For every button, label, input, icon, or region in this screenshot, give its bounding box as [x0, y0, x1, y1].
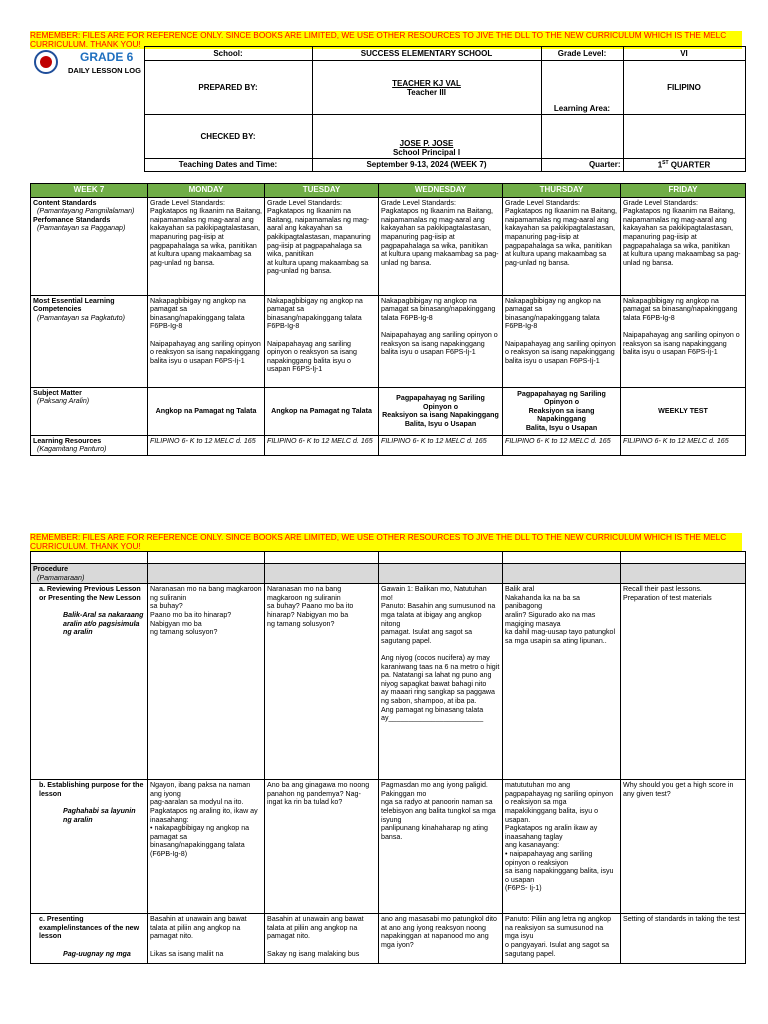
row-competencies-head — [31, 295, 148, 387]
step-a-wednesday: Gawain 1: Balikan mo, Natutuhan mo! Panuto: Basahin ang sumusunod na mga talata at ibigay ang angkop nitong pamagat. Isulat ang sagot sa sagutang papel. Ang niyog (cocos nucifera) ay may karaniwang taas na 6 na metro o higit pa. Natatangi sa lahat ng puno ang niyog sapagkat bawat bahagi nito ay maaari ring sangkap sa paggawa ng sabon, shampoo, at iba pa. Ang pamagat ng binasang talata ay________________________ — [379, 584, 503, 780]
step-a-friday: Recall their past lessons. Preparation of test materials — [621, 584, 746, 780]
area-value: FILIPINO — [623, 61, 745, 115]
grade-label: Grade Level: — [541, 47, 623, 61]
competency-thursday: Nakapagbibigay ng angkop na pamagat sa binasang/napakinggang talata F6PB-Ig-8 Naipapahayag ang sariling opinyon o reaksyon sa isang napakinggang balita isyu o usapan F6PS-Ij-1 — [503, 295, 621, 387]
resources-sub: (Kagamitang Panturo) — [37, 445, 107, 454]
step-b-thursday: matututuhan mo ang pagpapahayag ng sariling opinyon o reaksiyon sa mga mapakikinggang balita, isyu o usapan. Pagkatapos ng aralin ikaw ay inaasahang taglay ang kasanayang: • naipapahayag ang sariling opinyon o reaksiyon sa isang napakinggang balita, isyu o usapan (F6PS- Ij-1) — [503, 780, 621, 914]
subject-monday: Angkop na Pamagat ng Talata — [148, 387, 265, 435]
blank-head-1 — [148, 552, 265, 564]
procedure-title: Procedure — [33, 565, 69, 573]
resources-tuesday: FILIPINO 6- K to 12 MELC d. 165 — [265, 435, 379, 455]
quarter-word: QUARTER — [668, 160, 711, 170]
subject-wednesday: Pagpapahayag ng Sariling Opinyon o Reaksiyon sa isang Napakinggang Balita, Isyu o Usapan — [379, 387, 503, 435]
step-c-friday: Setting of standards in taking the test — [621, 914, 746, 964]
step-c-tuesday: Basahin at unawain ang bawat talata at piliin ang angkop na pamagat nito. Sakay ng isang malaking bus — [265, 914, 379, 964]
row-resources-head — [31, 435, 148, 455]
reference-notice-2: REMEMBER: FILES ARE FOR REFERENCE ONLY. SINCE BOOKS ARE LIMITED, WE USE OTHER RESOURCES TO JIVE THE DLL TO THE NEW CURRICULUM WHICH IS THE MELC CURRICULUM. THANK YOU! — [30, 533, 742, 551]
quarter-suffix: ST — [662, 160, 669, 166]
blank-head-0 — [31, 552, 148, 564]
step-a-tuesday: Naranasan mo na bang magkaroon ng suliranin sa buhay? Paano mo ba ito hinarap? Nabigyan mo ba ng tamang solusyon? — [265, 584, 379, 780]
standards-monday: Grade Level Standards: Pagkatapos ng Ikaanim na Baitang, naipamamalas ng mag-aaral ang kakayahan sa pakikipagtalastasan, mapanuring pag-iisip at pagpapahalaga sa wika, panitikan at kultura upang makaambag sa pag-unlad ng bansa. — [148, 197, 265, 295]
step-b-head — [31, 780, 148, 914]
step-a-monday: Naranasan mo na bang magkaroon ng suliranin sa buhay? Paano mo ba ito hinarap? Nabigyan mo ba ng tamang solusyon? — [148, 584, 265, 780]
resources-monday: FILIPINO 6- K to 12 MELC d. 165 — [148, 435, 265, 455]
competency-wednesday: Nakapagbibigay ng angkop na pamagat sa binasang/napakinggang talata F6PB-Ig-8 Naipapahayag ang sariling opinyon o reaksyon sa isang napakinggang balita isyu o usapan F6PS-Ij-1 — [379, 295, 503, 387]
step-c-label: c. Presenting example/instances of the new lesson — [39, 915, 140, 941]
school-label: School: — [144, 47, 312, 61]
step-b-label: b. Establishing purpose for the lesson — [39, 781, 144, 798]
subject-title: Subject Matter — [33, 388, 82, 397]
reference-notice: REMEMBER: FILES ARE FOR REFERENCE ONLY. SINCE BOOKS ARE LIMITED, WE USE OTHER RESOURCES TO JIVE THE DLL TO THE NEW CURRICULUM WHICH IS THE MELC CURRICULUM. THANK YOU! — [30, 31, 742, 49]
step-c-wednesday: ano ang masasabi mo patungkol dito at ano ang iyong reaksyon noong napakinggan at napanood mo ang mga iyon? — [379, 914, 503, 964]
dates-label: Teaching Dates and Time: — [144, 159, 312, 172]
step-a-head — [31, 584, 148, 780]
step-a-sub: Balik-Aral sa nakaraang aralin at/o pagsisimula ng aralin — [63, 610, 144, 637]
grey-2 — [265, 564, 379, 584]
grey-5 — [621, 564, 746, 584]
quarter-number: 1 — [657, 160, 663, 170]
prepared-label: PREPARED BY: — [144, 61, 312, 115]
competency-friday: Nakapagbibigay ng angkop na pamagat sa binasang/napakinggang talata F6PB-Ig-8 Naipapahayag ang sariling opinyon o reaksyon sa isang napakinggang balita isyu o usapan F6PS-Ij-1 — [621, 295, 746, 387]
blank-head-5 — [621, 552, 746, 564]
prepared-by — [312, 61, 541, 115]
checked-label: CHECKED BY: — [144, 115, 312, 159]
week-table — [30, 183, 746, 456]
quarter-label: Quarter: — [541, 159, 623, 172]
row-subject-head — [31, 387, 148, 435]
step-b-sub: Paghahabi sa layunin ng aralin — [63, 806, 136, 824]
performance-standards-sub: (Pamantayan sa Pagganap) — [37, 224, 126, 233]
prepared-title: Teacher III — [407, 87, 446, 97]
grade-title: GRADE 6 — [80, 50, 134, 64]
competencies-sub: (Pamantayan sa Pagkatuto) — [37, 313, 125, 322]
content-standards-sub: (Pamantayang Pangnilalaman) — [37, 207, 135, 216]
resources-title: Learning Resources — [33, 436, 102, 445]
step-b-monday: Ngayon, ibang paksa na naman ang iyong pag-aaralan sa modyul na ito. Pagkatapos ng araling ito, ikaw ay inaasahang: • nakapagbibigay ng angkop na pamagat sa binasang/napakinggang talata (F6PB-Ig-8) — [148, 780, 265, 914]
subject-thursday: Pagpapahayag ng Sariling Opinyon o Reaksiyon sa isang Napakinggang Balita, Isyu o Usapan — [503, 387, 621, 435]
step-c-monday: Basahin at unawain ang bawat talata at piliin ang angkop na pamagat nito. Likas sa isang maliit na — [148, 914, 265, 964]
step-c-sub: Pag-uugnay ng mga — [63, 949, 131, 958]
standards-thursday: Grade Level Standards: Pagkatapos ng Ikaanim na Baitang, naipamamalas ng mag-aaral ang kakayahan sa pakikipagtalastasan, mapanuring pag-iisip at pagpapahalaga sa wika, panitikan at kultura upang makaambag sa pag-unlad ng bansa. — [503, 197, 621, 295]
grey-4 — [503, 564, 621, 584]
prepared-name: TEACHER KJ VAL — [392, 78, 461, 88]
performance-standards-title: Perfomance Standards — [33, 215, 111, 224]
area-spacer-2 — [623, 115, 745, 159]
step-b-friday: Why should you get a high score in any given test? — [621, 780, 746, 914]
blank-head-3 — [379, 552, 503, 564]
school-value: SUCCESS ELEMENTARY SCHOOL — [312, 47, 541, 61]
col-wednesday: WEDNESDAY — [379, 184, 503, 198]
header-table — [31, 46, 746, 172]
subject-tuesday: Angkop na Pamagat ng Talata — [265, 387, 379, 435]
step-b-tuesday: Ano ba ang ginagawa mo noong panahon ng pandemya? Nag-ingat ka rin ba tulad ko? — [265, 780, 379, 914]
procedure-table — [30, 551, 746, 964]
checked-title: School Principal I — [392, 148, 461, 157]
standards-wednesday: Grade Level Standards: Pagkatapos ng Ikaanim na Baitang, naipamamalas ng mag-aaral ang kakayahan sa pakikipagtalastasan, mapanuring pag-iisip at pagpapahalaga sa wika, panitikan at kultura upang makaambag sa pag-unlad ng bansa. — [379, 197, 503, 295]
col-tuesday: TUESDAY — [265, 184, 379, 198]
step-a-label: a. Reviewing Previous Lesson or Presenting the New Lesson — [39, 585, 141, 602]
competency-monday: Nakapagbibigay ng angkop na pamagat sa binasang/napakinggang talata F6PB-Ig-8 Naipapahayag ang sariling opinyon o reaksyon sa isang napakinggang balita isyu o usapan F6PS-Ij-1 — [148, 295, 265, 387]
subject-friday: WEEKLY TEST — [621, 387, 746, 435]
step-a-thursday: Balik aral Nakahanda ka na ba sa panibagong aralin? Sigurado ako na mas magiging masaya ka dahil mag-uusap tayo patungkol sa mga usapin sa ating lipunan.. — [503, 584, 621, 780]
competencies-title: Most Essential Learning Competencies — [33, 296, 115, 314]
checked-name: JOSE P. JOSE — [399, 139, 454, 148]
procedure-head — [31, 564, 148, 584]
logo-cell — [31, 47, 144, 172]
content-standards-title: Content Standards — [33, 198, 97, 207]
step-c-thursday: Panuto: Piliin ang letra ng angkop na reaksiyon sa sumusunod na mga isyu o pangyayari. Isulat ang sagot sa sagutang papel. — [503, 914, 621, 964]
grey-3 — [379, 564, 503, 584]
standards-friday: Grade Level Standards: Pagkatapos ng Ikaanim na Baitang, naipamamalas ng mag-aaral ang kakayahan sa pakikipagtalastasan, mapanuring pag-iisip at pagpapahalaga sa wika, panitikan at kultura upang makaambag sa pag-unlad ng bansa. — [621, 197, 746, 295]
col-thursday: THURSDAY — [503, 184, 621, 198]
area-label: Learning Area: — [541, 61, 623, 115]
dates-value: September 9-13, 2024 (WEEK 7) — [312, 159, 541, 172]
col-week: WEEK 7 — [31, 184, 148, 198]
grade-value: VI — [623, 47, 745, 61]
area-spacer — [541, 115, 623, 159]
dll-title: DAILY LESSON LOG — [68, 66, 141, 75]
resources-friday: FILIPINO 6- K to 12 MELC d. 165 — [621, 435, 746, 455]
blank-head-4 — [503, 552, 621, 564]
col-friday: FRIDAY — [621, 184, 746, 198]
standards-tuesday: Grade Level Standards: Pagkatapos ng Ikaanim na Baitang, naipamamalas ng mag-aaral ang kakayahan sa pakikipagtalastasan, mapanuring pag-iisip at pagpapahalaga sa wika, panitikan at kultura upang makaambag sa pag-unlad ng bansa. — [265, 197, 379, 295]
col-monday: MONDAY — [148, 184, 265, 198]
grey-1 — [148, 564, 265, 584]
checked-by — [312, 115, 541, 159]
resources-wednesday: FILIPINO 6- K to 12 MELC d. 165 — [379, 435, 503, 455]
quarter-value — [623, 159, 745, 172]
blank-head-2 — [265, 552, 379, 564]
procedure-sub: (Pamamaraan) — [37, 573, 85, 582]
competency-tuesday: Nakapagbibigay ng angkop na pamagat sa binasang/napakinggang talata F6PB-Ig-8 Naipapahayag ang sariling opinyon o reaksyon sa isang napakinggang balita isyu o usapan F6PS-Ij-1 — [265, 295, 379, 387]
step-b-wednesday: Pagmasdan mo ang iyong paligid. Pakinggan mo nga sa radyo at panoorin naman sa telebisyon ang balita tungkol sa mga isyung panlipunang kinahaharap ng ating bansa. — [379, 780, 503, 914]
row-standards-head — [31, 197, 148, 295]
resources-thursday: FILIPINO 6- K to 12 MELC d. 165 — [503, 435, 621, 455]
step-c-head — [31, 914, 148, 964]
subject-sub: (Paksang Aralin) — [37, 397, 90, 406]
